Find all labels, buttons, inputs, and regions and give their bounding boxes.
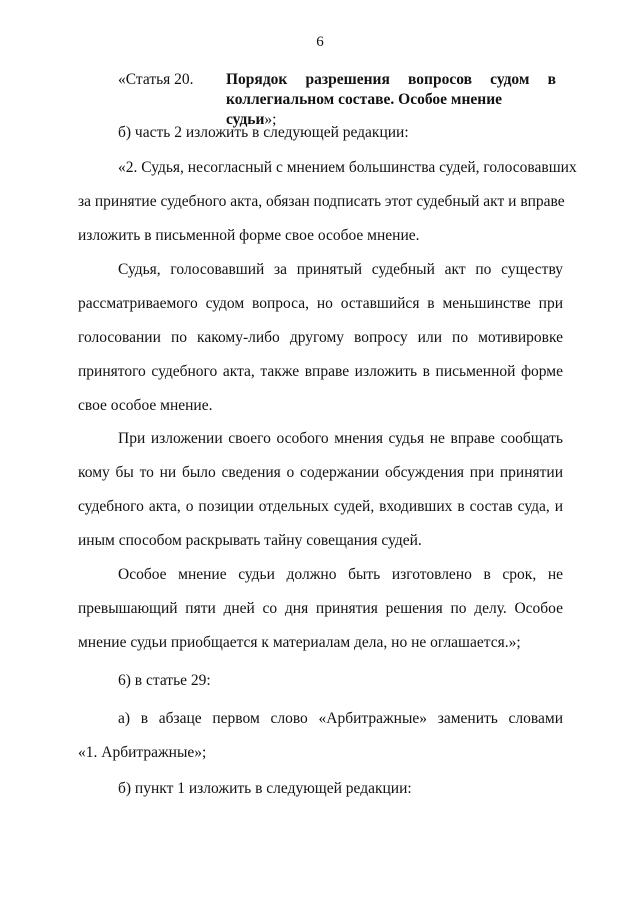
paragraph-line: изложить в письменной форме свое особое мнение. — [78, 227, 420, 244]
paragraph-line: принятого судебного акта, также вправе изложить в письменной форме — [78, 363, 563, 380]
paragraph-line: При изложении своего особого мнения судья не вправе сообщать — [118, 430, 563, 447]
paragraph-line: «1. Арбитражные»; — [78, 744, 207, 761]
paragraph-line: Судья, голосовавший за принятый судебный акт по существу — [118, 261, 563, 278]
paragraph-line: а) в абзаце первом слово «Арбитражные» заменить словами — [118, 710, 563, 727]
paragraph-line: за принятие судебного акта, обязан подписать этот судебный акт и вправе — [78, 193, 565, 210]
paragraph-line: кому бы то ни было сведения о содержании обсуждения при принятии — [78, 464, 563, 481]
paragraph-deadline — [78, 558, 563, 660]
paragraph-line: б) часть 2 изложить в следующей редакции: — [118, 124, 409, 141]
paragraph-line: «2. Судья, несогласный с мнением большинства судей, голосовавших — [118, 159, 577, 176]
paragraph-confidentiality — [78, 422, 563, 558]
paragraph-line: свое особое мнение. — [78, 397, 213, 414]
paragraph-line: превышающий пяти дней со дня принятия решения по делу. Особое — [78, 600, 563, 617]
paragraph-point1 — [78, 772, 563, 806]
paragraph-line: иным способом раскрывать тайну совещания судей. — [78, 532, 422, 549]
paragraph-line: голосовании по какому-либо другому вопросу или по мотивировке — [78, 329, 563, 346]
paragraph-line: Особое мнение судьи должно быть изготовлено в срок, не — [118, 566, 563, 583]
page-number: 6 — [316, 34, 324, 50]
paragraph-line: рассматриваемого судом вопроса, но оставшийся в меньшинстве при — [78, 295, 563, 312]
paragraph-replace-word — [78, 702, 563, 770]
paragraph-line: б) пункт 1 изложить в следующей редакции: — [118, 780, 412, 797]
paragraph-minority-vote — [78, 253, 563, 423]
paragraph-line: 6) в статье 29: — [118, 672, 211, 689]
article-heading-title-line2-suffix: »; — [264, 111, 277, 128]
article-heading-prefix: «Статья 20. — [118, 71, 194, 88]
article-heading-title-line1: Порядок разрешения вопросов судом в — [226, 71, 556, 88]
paragraph-line: мнение судьи приобщается к материалам дела, но не оглашается.»; — [78, 634, 521, 651]
article-heading-title-line2-bold: коллегиальном составе. Особое мнение судьи — [226, 91, 503, 128]
paragraph-dissent-rule — [78, 151, 577, 253]
paragraph-line: судебного акта, о позиции отдельных судей, входивших в состав суда, и — [78, 498, 563, 515]
paragraph-amend-part2 — [78, 116, 563, 150]
paragraph-article29 — [78, 664, 563, 698]
